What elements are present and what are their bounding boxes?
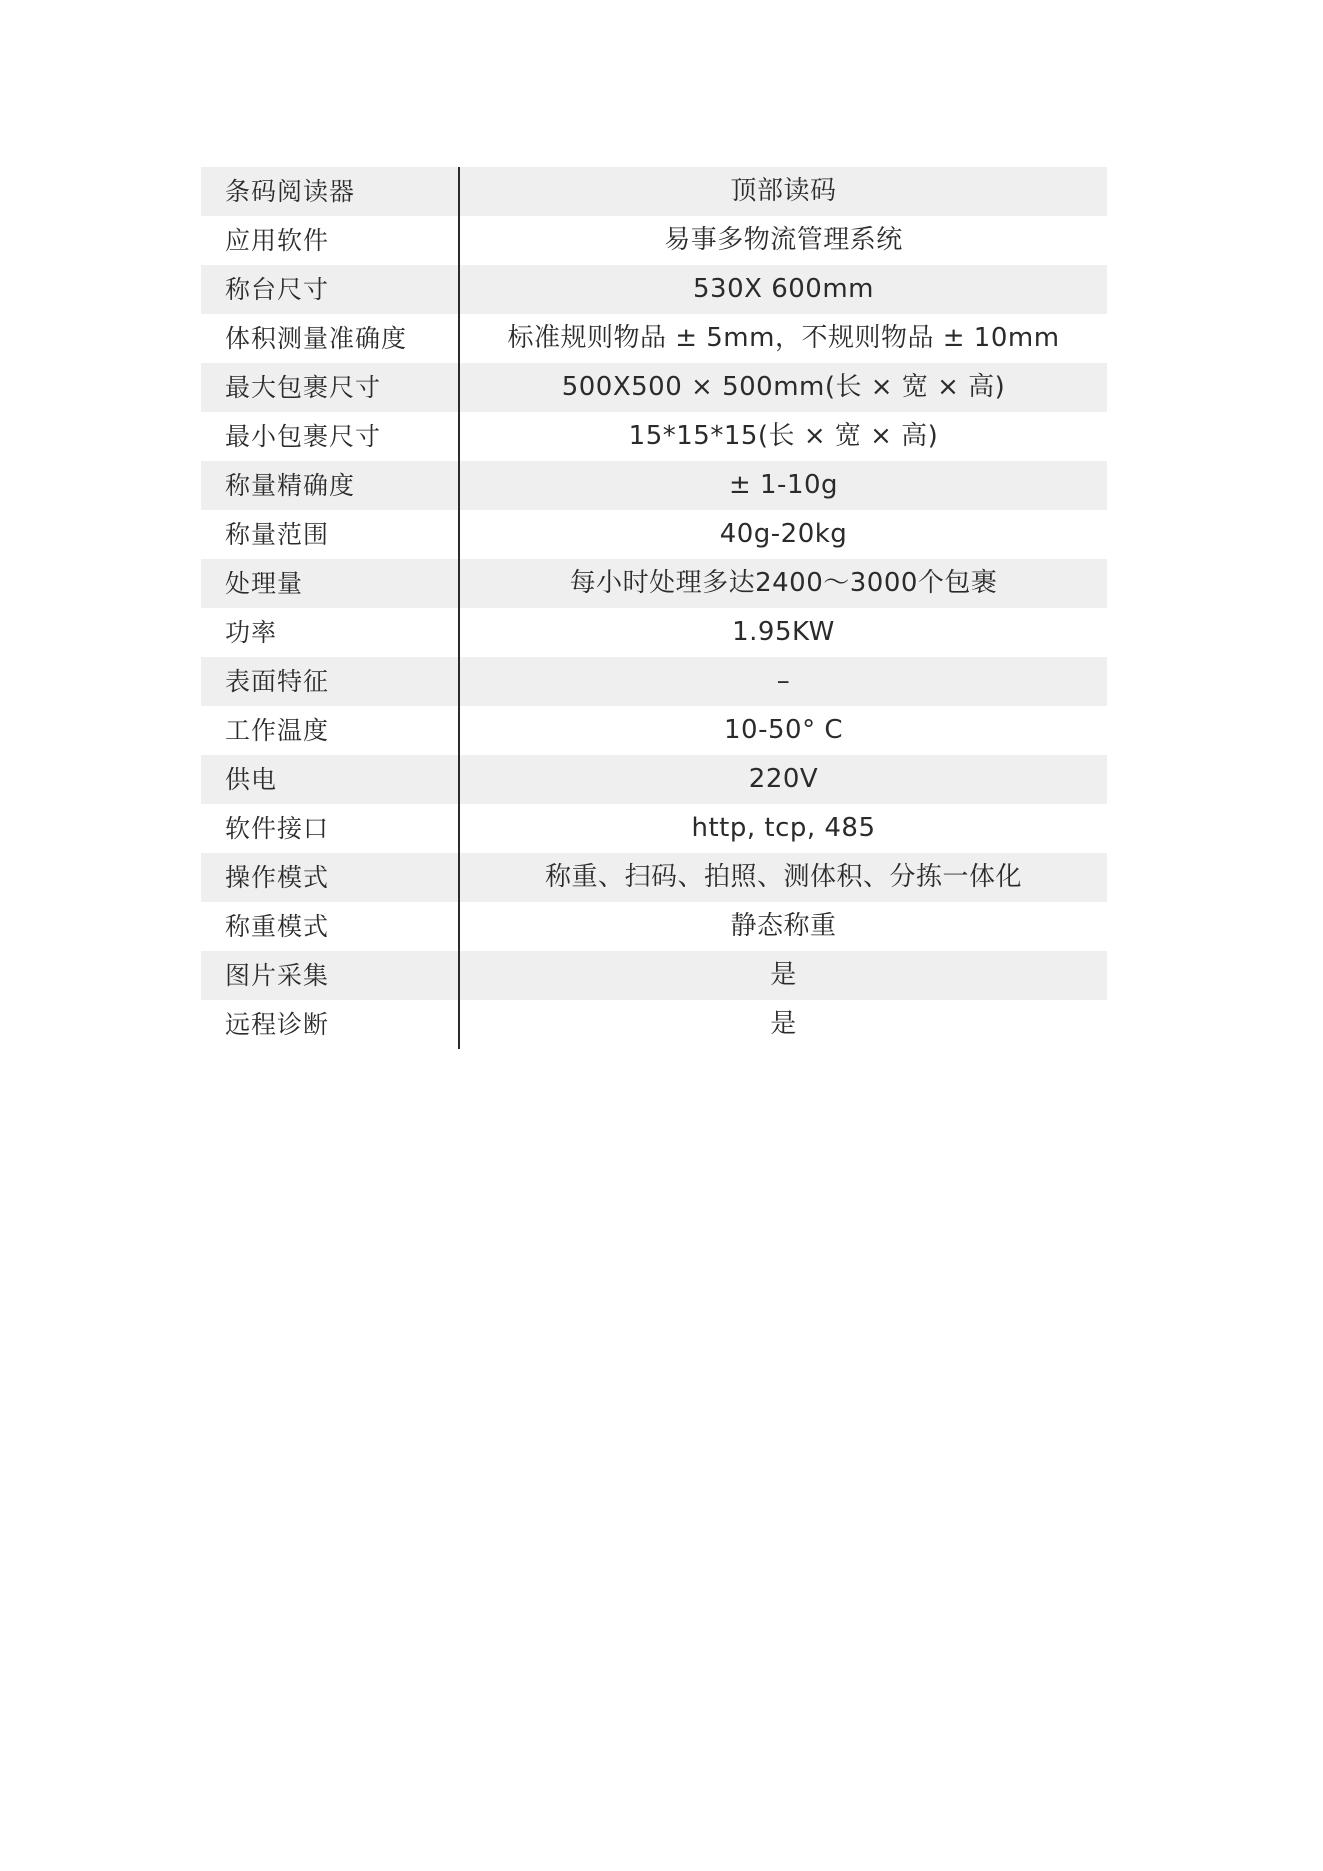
spec-table <box>201 167 1107 1049</box>
spec-label: 体积测量准确度 <box>201 314 460 363</box>
spec-value: 每小时处理多达2400～3000个包裹 <box>569 568 998 598</box>
spec-label: 供电 <box>201 755 460 804</box>
spec-row <box>201 363 1107 412</box>
spec-row <box>201 265 1107 314</box>
spec-label: 表面特征 <box>201 657 460 706</box>
spec-value: 530X 600mm <box>693 274 874 304</box>
spec-row <box>201 510 1107 559</box>
spec-value: 220V <box>748 764 819 794</box>
spec-label: 图片采集 <box>201 951 460 1000</box>
spec-row <box>201 853 1107 902</box>
spec-value: 15*15*15(长 × 宽 × 高) <box>628 421 939 451</box>
spec-value: 是 <box>770 1009 797 1039</box>
spec-label: 条码阅读器 <box>201 167 460 216</box>
spec-value: 1.95KW <box>732 617 835 647</box>
spec-label: 操作模式 <box>201 853 460 902</box>
spec-label: 最小包裹尺寸 <box>201 412 460 461</box>
spec-label: 软件接口 <box>201 804 460 853</box>
spec-label: 称重模式 <box>201 902 460 951</box>
spec-row <box>201 902 1107 951</box>
spec-value: ± 1-10g <box>728 470 839 500</box>
spec-row <box>201 804 1107 853</box>
spec-row <box>201 216 1107 265</box>
spec-value: 静态称重 <box>730 911 837 941</box>
spec-label: 称台尺寸 <box>201 265 460 314</box>
spec-label: 称量范围 <box>201 510 460 559</box>
spec-row <box>201 559 1107 608</box>
spec-row <box>201 461 1107 510</box>
spec-value: 易事多物流管理系统 <box>664 225 903 255</box>
spec-row <box>201 1000 1107 1049</box>
spec-row <box>201 755 1107 804</box>
spec-label: 应用软件 <box>201 216 460 265</box>
spec-value: http, tcp, 485 <box>691 813 876 843</box>
spec-row <box>201 412 1107 461</box>
spec-label: 处理量 <box>201 559 460 608</box>
spec-label: 称量精确度 <box>201 461 460 510</box>
spec-label: 工作温度 <box>201 706 460 755</box>
spec-label: 功率 <box>201 608 460 657</box>
spec-label: 远程诊断 <box>201 1000 460 1049</box>
spec-row <box>201 167 1107 216</box>
spec-row <box>201 657 1107 706</box>
spec-value: – <box>776 666 791 696</box>
spec-value: 称重、扫码、拍照、测体积、分拣一体化 <box>544 862 1022 892</box>
spec-value: 10-50° C <box>724 715 843 745</box>
spec-label: 最大包裹尺寸 <box>201 363 460 412</box>
spec-row <box>201 706 1107 755</box>
spec-row <box>201 314 1107 363</box>
spec-row <box>201 608 1107 657</box>
spec-value: 顶部读码 <box>730 176 837 206</box>
spec-value: 是 <box>770 960 797 990</box>
spec-value: 标准规则物品 ± 5mm，不规则物品 ± 10mm <box>507 323 1060 353</box>
spec-value: 500X500 × 500mm(长 × 宽 × 高) <box>561 372 1006 402</box>
spec-row <box>201 951 1107 1000</box>
spec-value: 40g-20kg <box>719 519 848 549</box>
